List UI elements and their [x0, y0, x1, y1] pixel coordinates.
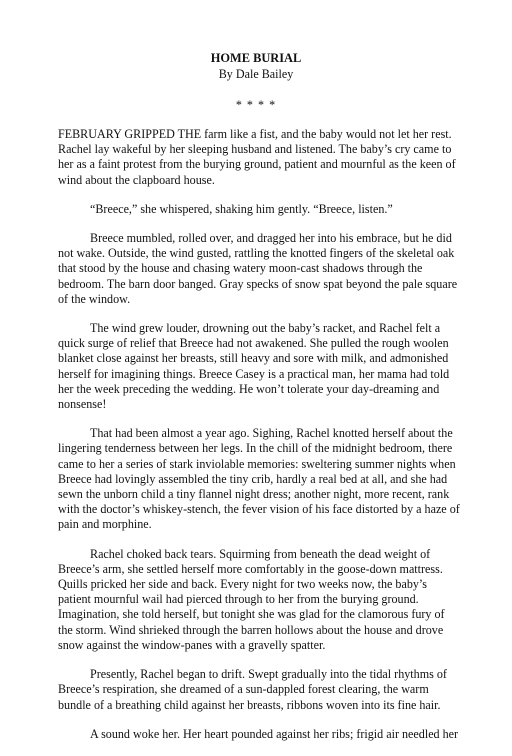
paragraph-3: Breece mumbled, rolled over, and dragged her into his embrace, but he did not wake. Outside, the wind gusted, rattling the knotted fingers of the skeletal oak that stood by the house and chasing watery moon-cast shadows through the bedroom. The barn door banged. Gray specks of snow spat beyond the pale square of the window.	[58, 231, 458, 306]
paragraph-1: FEBRUARY GRIPPED THE farm like a fist, and the baby would not let her rest. Rachel lay wakeful by her sleeping husband and listened. The baby’s cry came to her as a faint protest from the burying ground, patient and mournful as the keen of wind about the clapboard house.	[58, 127, 456, 187]
story-title: HOME BURIAL	[210, 51, 302, 65]
paragraph-8: A sound woke her. Her heart pounded against her ribs; frigid air needled her	[90, 726, 459, 741]
story-body	[58, 127, 462, 756]
paragraph-7: Presently, Rachel began to drift. Swept gradually into the tidal rhythms of Breece’s respiration, she dreamed of a sun-dappled forest clearing, the warm bundle of a breathing child against her breasts, ribbons woven into its fine hair.	[58, 667, 447, 712]
paragraph-2: “Breece,” she whispered, shaking him gently. “Breece, listen.”	[90, 201, 393, 216]
paragraph-4: The wind grew louder, drowning out the baby’s racket, and Rachel felt a quick surge of relief that Breece had not awakened. She pulled the rough woolen blanket close against her breasts, still heavy and sore with milk, and admonished herself for imagining things. Breece Casey is a practical man, her mama had told her the week preceding the wedding. He won’t tolerate your day-dreaming and nonsense!	[58, 321, 450, 412]
paragraph-5: That had been almost a year ago. Sighing, Rachel knotted herself about the lingering tenderness between her legs. In the chill of the midnight bedroom, there came to her a series of stark inviolable memories: sweltering summer nights when Breece had lovingly assembled the tiny crib, hardly a real bed at all, and she had sewn the unborn child a tiny flannel night dress; another night, more recent, rank with the doctor’s whiskey-stench, the fever vision of his face distorted by a haze of pain and morphine.	[58, 426, 460, 532]
section-separator: * * * *	[235, 98, 277, 112]
paragraph-6: Rachel choked back tears. Squirming from beneath the dead weight of Breece’s arm, she settled herself more comfortably in the goose-down mattress. Quills pricked her side and back. Every night for two weeks now, the baby’s patient mournful wail had pierced through to her from the burying ground. Imagination, she told herself, but tonight she was glad for the clamorous fury of the storm. Wind shrieked through the barren hollows about the house and drove snow against the window-panes with a gravelly spatter.	[58, 546, 445, 652]
byline: By Dale Bailey	[218, 67, 294, 81]
